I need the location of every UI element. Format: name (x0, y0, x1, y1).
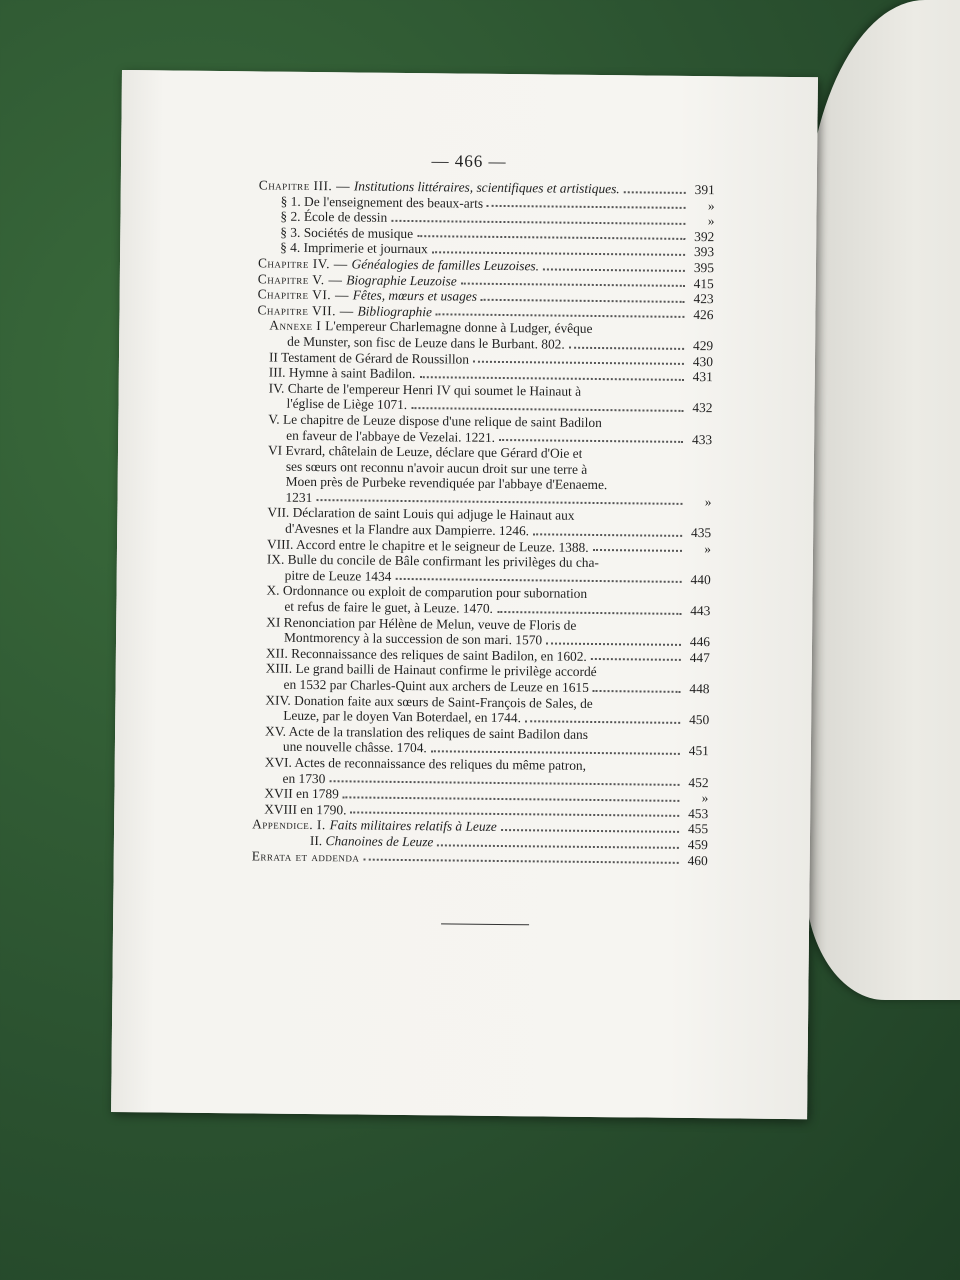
page-ref: 446 (689, 634, 711, 650)
entry-text (286, 474, 608, 493)
entry-line: Renonciation par Hélène de Melun, veuve de Floris de (283, 614, 577, 633)
leader-dots (533, 533, 682, 537)
entry-line: Accord entre le chapitre et le seigneur de Leuze. 1388. (295, 536, 589, 555)
entry-title: Fêtes, mœurs et usages (352, 287, 478, 304)
entry-label: Chapitre VII. — (257, 302, 358, 319)
entry-label: Chapitre III. — (258, 177, 354, 194)
entry-label: Annexe I (269, 317, 326, 334)
entry-line: en faveur de l'abbaye de Vezelai. 1221. (286, 427, 496, 445)
leader-dots (436, 314, 685, 319)
entry-label: § 4. (280, 240, 304, 256)
entry-title: Bibliographie (357, 303, 433, 320)
entry-label: XIV. (265, 692, 295, 708)
leader-dots (437, 844, 679, 849)
page-ref: 423 (693, 291, 714, 307)
entry-text (310, 833, 434, 850)
entry-text (280, 209, 387, 226)
entry-line: Acte de la translation des reliques de saint Badilon dans (288, 723, 589, 742)
entry-line: pitre de Leuze 1434 (284, 567, 392, 584)
entry-line: et refus de faire le guet, à Leuze. 1470. (284, 598, 494, 616)
entry-text (280, 240, 428, 257)
leader-dots (487, 205, 686, 209)
entry-text (264, 801, 346, 817)
entry-text (285, 568, 392, 585)
entry-line: Actes de reconnaissance des reliques du même patron, (294, 754, 587, 773)
page-ref: 455 (687, 821, 709, 837)
leader-dots (499, 439, 683, 443)
entry-text (285, 490, 312, 506)
entry-line: en 1532 par Charles-Quint aux archers de Leuze en 1615 (283, 676, 589, 695)
entry-line: Le grand bailli de Hainaut confirme le privilège accordé (295, 661, 597, 680)
page-ref: 435 (691, 525, 712, 541)
page-ref: 450 (689, 712, 710, 728)
leader-dots (593, 549, 682, 552)
entry-line: Moen près de Purbeke revendiquée par l'abbaye d'Eenaeme. (285, 474, 608, 493)
leader-dots (363, 859, 678, 864)
leader-dots (473, 361, 684, 365)
leader-dots (525, 720, 680, 724)
leader-dots (624, 191, 686, 194)
leader-dots (431, 750, 680, 755)
leader-dots (591, 658, 681, 661)
entry-line: Hymne à saint Badilon. (288, 364, 416, 382)
entry-line: une nouvelle châsse. 1704. (282, 739, 427, 756)
leader-dots (546, 642, 681, 645)
entry-line: l'église de Liège 1071. (286, 396, 408, 413)
entry-text (257, 302, 432, 319)
entry-label: X. (266, 582, 284, 599)
leader-dots (417, 235, 685, 240)
entry-text (252, 848, 360, 865)
leader-dots (461, 283, 685, 287)
leader-dots (411, 407, 683, 412)
entry-line: Leuze, par le doyen Van Boterdael, en 1744. (283, 707, 522, 726)
page-ref: 452 (688, 774, 709, 790)
entry-label: XV. (265, 723, 289, 739)
entry-title: Chanoines de Leuze (325, 833, 434, 850)
entry-label: III. (268, 364, 289, 380)
entry-label: IX. (266, 551, 288, 568)
leader-dots (481, 299, 685, 303)
entry-text (264, 786, 339, 802)
entry-title: Biographie Leuzoise (346, 271, 457, 289)
leader-dots (395, 578, 681, 583)
entry-title: Imprimerie et journaux (303, 240, 428, 257)
page-ref: » (707, 213, 715, 229)
page-ref: 459 (687, 836, 708, 853)
page-ref: 429 (692, 337, 714, 354)
leader-dots (391, 220, 685, 225)
leader-dots (432, 251, 685, 256)
entry-line: en 1730 (282, 770, 326, 786)
entry-text (252, 817, 497, 835)
entry-title: De l'enseignement des beaux-arts (303, 193, 484, 211)
leader-dots (316, 500, 682, 506)
entry-label: XI (266, 614, 284, 630)
entry-label: IV. (268, 380, 288, 396)
page-ref: 395 (693, 259, 715, 276)
entry-label: Appendice. I. (252, 816, 330, 833)
entry-title: Faits militaires relatifs à Leuze (329, 817, 497, 835)
entry-label: § 3. (280, 224, 304, 240)
entry-label: II (268, 349, 282, 365)
entry-line: Ordonnance ou exploit de comparution pour subornation (282, 583, 588, 602)
leader-dots (501, 829, 679, 833)
entry-line: en 1789 (295, 786, 339, 802)
entry-label: Chapitre V. — (257, 270, 347, 287)
page-ref: 392 (694, 228, 715, 244)
page-ref: 460 (687, 852, 708, 868)
entry-label: XII. (265, 645, 292, 661)
page-ref: 443 (690, 603, 711, 619)
entry-text (283, 739, 427, 756)
entry-label: XIII. (265, 660, 296, 677)
entry-line: ses sœurs ont reconnu n'avoir aucun droit sur une terre à (285, 458, 588, 477)
leader-dots (350, 812, 679, 817)
entry-line: Reconnaissance des reliques de saint Badilon, en 1602. (291, 645, 587, 664)
entry-label: § 1. (280, 193, 305, 209)
entry-label: VII. (267, 505, 293, 521)
leader-dots (343, 796, 680, 802)
entry-line: L'empereur Charlemagne donne à Ludger, évêque (325, 318, 593, 337)
table-of-contents (252, 177, 715, 868)
entry-text (280, 224, 413, 241)
entry-text (283, 770, 326, 786)
page-ref: 453 (688, 805, 709, 821)
page-ref: 431 (692, 369, 713, 385)
entry-label: II. (309, 832, 326, 849)
page-ref: 447 (689, 649, 710, 666)
entry-line: Donation faite aux sœurs de Saint-François de Sales, de (294, 692, 593, 711)
entry-line: d'Avesnes et la Flandre aux Dampierre. 1246. (285, 520, 530, 539)
entry-line: Bulle du concile de Bâle confirmant les privilèges du cha- (287, 552, 600, 571)
entry-line: 1231 (285, 489, 313, 505)
entry-line: Evrard, châtelain de Leuze, déclare que Gérard d'Oie et (285, 442, 583, 461)
page-ref: » (707, 197, 715, 213)
page-ref: 440 (690, 571, 711, 588)
entry-line: Testament de Gérard de Roussillon (280, 349, 470, 367)
page-ref: 433 (691, 431, 713, 447)
facing-page (805, 0, 960, 1000)
leader-dots (419, 376, 683, 381)
entry-title: Sociétés de musique (303, 224, 414, 241)
leader-dots (569, 346, 684, 349)
entry-label: V. (268, 411, 284, 427)
entry-line: en 1790. (300, 801, 347, 818)
page-ref: 415 (693, 275, 714, 291)
page-ref: » (704, 540, 712, 556)
entry-line: de Munster, son fisc de Leuze dans le Burbant. 802. (287, 333, 565, 352)
entry-text (269, 365, 416, 382)
entry-label: XVI. (264, 754, 295, 770)
page-ref: » (701, 790, 709, 806)
leader-dots (543, 268, 685, 271)
entry-line: Déclaration de saint Louis qui adjuge le Hainaut aux (292, 505, 575, 524)
page-number: — 466 — (431, 151, 507, 172)
entry-label: Chapitre VI. — (257, 286, 353, 303)
page-ref: » (704, 494, 712, 510)
book-page (111, 70, 818, 1119)
entry-title: Généalogies de familles Leuzoises. (351, 256, 540, 274)
page-ref: 448 (689, 680, 710, 697)
entry-label: Errata et addenda (251, 847, 360, 865)
entry-text (286, 396, 407, 413)
entry-label: VI (267, 442, 286, 458)
page-ref: 430 (692, 353, 714, 369)
entry-line: Montmorency à la succession de son mari. 1570 (283, 629, 543, 648)
entry-title: Institutions littéraires, scientifiques et artistiques. (353, 178, 620, 197)
leader-dots (329, 780, 679, 786)
page-ref: 393 (693, 244, 715, 260)
leader-dots (593, 690, 681, 693)
end-rule (441, 923, 529, 925)
page-ref: 391 (694, 182, 715, 198)
entry-line: Le chapitre de Leuze dispose d'une relique de saint Badilon (282, 411, 602, 430)
entry-line: Charte de l'empereur Henri IV qui soumet le Hainaut à (287, 380, 582, 399)
page-ref: 432 (692, 400, 713, 416)
entry-label: Chapitre IV. — (257, 255, 352, 272)
entry-label: XVII (264, 785, 297, 802)
page-ref: 451 (688, 743, 709, 759)
entry-label: § 2. (280, 208, 304, 225)
entry-label: VIII. (266, 536, 297, 552)
page-ref: 426 (693, 306, 714, 322)
leader-dots (497, 611, 681, 615)
entry-title: École de dessin (303, 209, 388, 225)
entry-label: XVIII (264, 801, 301, 817)
